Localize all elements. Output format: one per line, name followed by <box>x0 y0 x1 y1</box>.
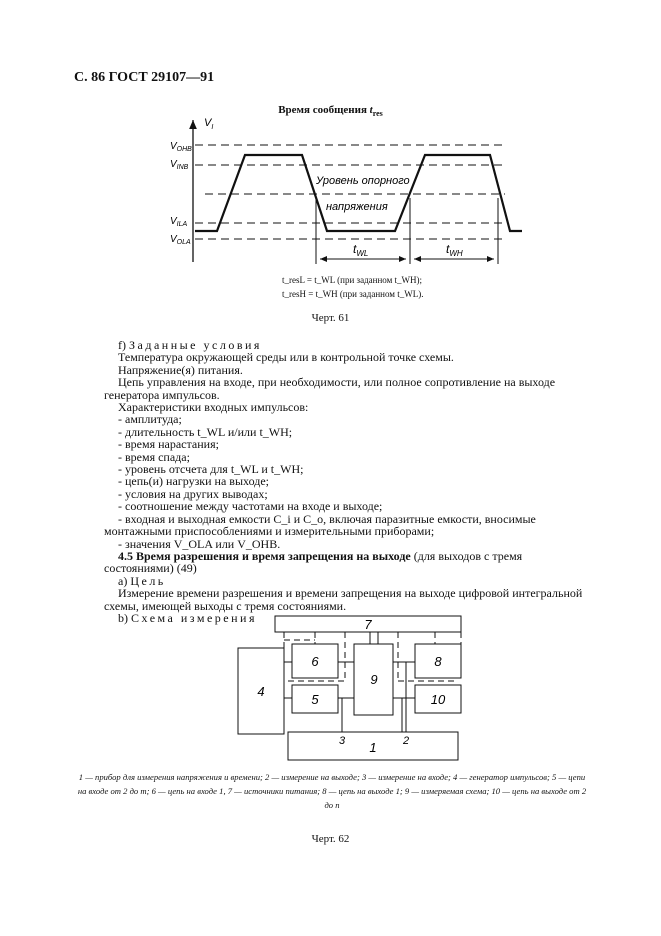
twh-label: $t_{WH}$ <box>446 242 463 258</box>
figure-61-title: Время сообщения $t_{res}$ <box>278 104 383 119</box>
block-7-label: 7 <box>364 617 372 632</box>
list-item: - время спада; <box>118 449 190 464</box>
section-a-heading: a) Цель <box>118 573 166 588</box>
twl-label: $t_{WL}$ <box>353 242 369 258</box>
block-8-label: 8 <box>434 654 442 669</box>
wire-2-label: 2 <box>402 735 410 747</box>
block-10-label: 10 <box>430 692 446 707</box>
level-v-ola-label: $V_{OLA}$ <box>170 234 191 246</box>
figure-62-legend: 1 — прибор для измерения напряжения и времени; 2 — измерение на выходе; 3 — измерение на входе; 4 — генератор импульсов; 5 — цепи на входе от 2 до m; 6 — цепь на входе 1, 7 — источники питания; 8 — цепь на выходе 1; 9 — измеряемая схема; 10 — цепь на выходе от 2 до n <box>77 772 587 810</box>
section-b-heading: b) Схема измерения <box>118 610 257 625</box>
block-6-label: 6 <box>311 654 319 669</box>
figure-61-caption: Черт. 61 <box>311 312 350 324</box>
block-5-label: 5 <box>311 692 319 707</box>
block-diagram <box>230 612 470 764</box>
text-line: Цепь управления на входе, при необходимости, или полное сопротивление на выходе генератора импульсов. <box>104 375 556 402</box>
list-item: - значения V_OLA или V_OHB. <box>118 536 281 551</box>
level-v-ohb-label: $V_{OHB}$ <box>170 141 192 153</box>
section-f-heading: f) Заданные условия <box>118 338 262 352</box>
list-item: - длительность t_WL и/или t_WH; <box>118 424 293 439</box>
list-item: - время нарастания; <box>118 437 219 452</box>
level-v-inb-label: $V_{INB}$ <box>170 159 189 171</box>
list-item: - цепь(и) нагрузки на выходе; <box>118 474 269 489</box>
section-a-text: Измерение времени разрешения и времени запрещения на выходе цифровой интегральной схемы, имеющей выходы с тремя состояниями. <box>104 586 583 613</box>
text-line: Характеристики входных импульсов: <box>118 400 309 415</box>
list-item: - уровень отсчета для t_WL и t_WH; <box>118 462 304 477</box>
list-item: - амплитуда; <box>118 412 182 427</box>
text-line: Напряжение(я) питания. <box>118 362 243 377</box>
block-9-label: 9 <box>370 672 378 687</box>
block-1-label: 1 <box>369 740 377 755</box>
formula-tresh: t_resH = t_WH (при заданном t_WL). <box>282 289 424 299</box>
section-4-5-heading: 4.5 Время разрешения и время запрещения на выходе (для выходов с тремя состояниями) (49) <box>104 548 523 576</box>
list-item: - входная и выходная емкости C_i и C_o, включая паразитные емкости, вносимые монтажными приспособлениями и измерительными приборами; <box>104 511 536 539</box>
pulse-waveform <box>195 155 522 231</box>
timing-diagram <box>150 112 530 270</box>
block-4-label: 4 <box>257 684 265 699</box>
list-item: - соотношение между частотами на входе и выходе; <box>118 499 383 514</box>
wire-3-label: 3 <box>338 735 346 747</box>
figure-62-caption: Черт. 62 <box>311 833 350 845</box>
y-axis-label: $V_I$ <box>204 117 214 131</box>
reference-level-label-1: Уровень опорного <box>316 175 410 187</box>
reference-level-label-2: напряжения <box>326 201 388 213</box>
page-header: С. 86 ГОСТ 29107—91 <box>74 70 215 85</box>
text-line: Температура окружающей среды или в контрольной точке схемы. <box>118 350 454 365</box>
list-item: - условия на других выводах; <box>118 486 268 501</box>
section-f-text <box>104 339 588 624</box>
formula-tresl: t_resL = t_WL (при заданном t_WH); <box>282 275 423 285</box>
level-v-ila-label: $V_{ILA}$ <box>170 216 188 228</box>
